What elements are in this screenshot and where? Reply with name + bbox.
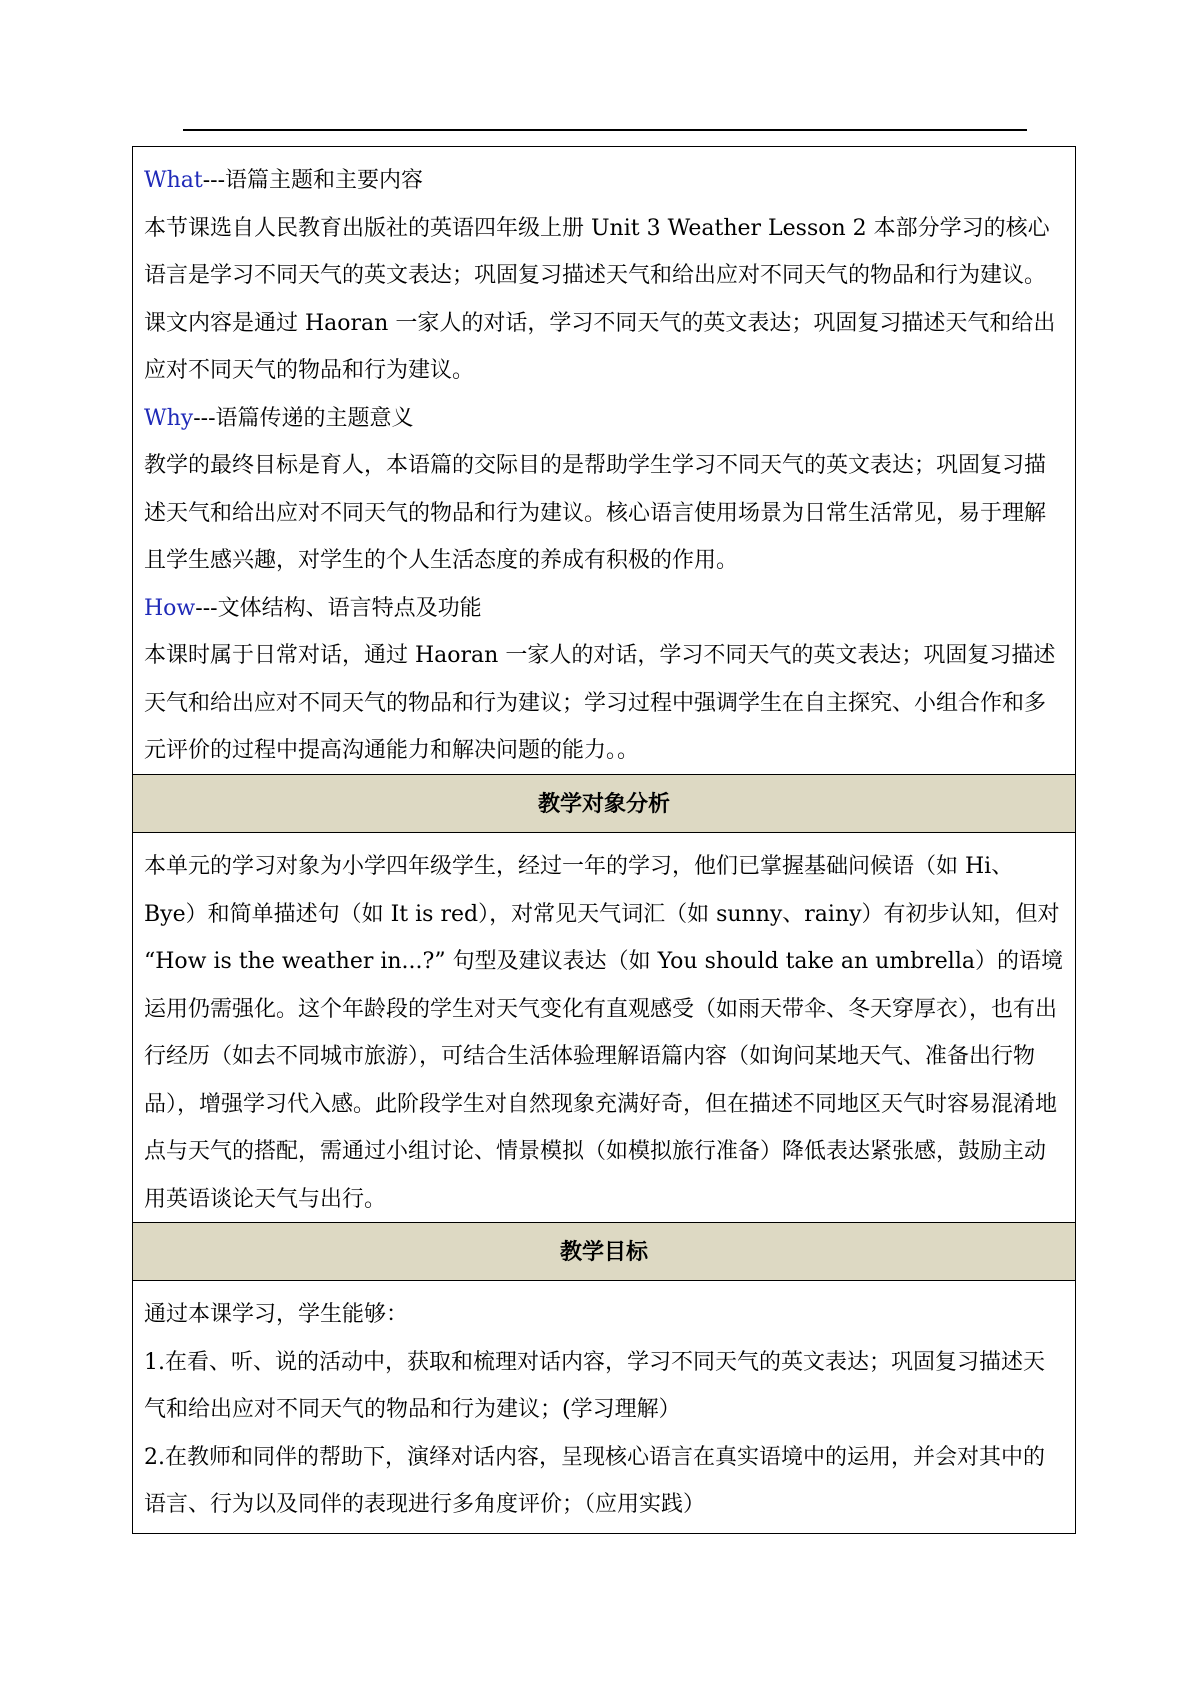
what-title: ---语篇主题和主要内容 bbox=[202, 168, 424, 193]
what-heading bbox=[144, 157, 1065, 205]
goals-intro: 通过本课学习，学生能够： bbox=[144, 1302, 409, 1327]
what-paragraph: 本节课选自人民教育出版社的英语四年级上册 Unit 3 Weather Lesson 2 本部分学习的核心语言是学习不同天气的英文表达；巩固复习描述天气和给出应对不同天气的物品和行为建议。课文内容是通过 Haoran 一家人的对话，学习不同天气的英文表达；巩固复习描述天气和给出应对不同天气的物品和行为建议。 bbox=[144, 215, 1056, 383]
how-title: ---文体结构、语言特点及功能 bbox=[195, 595, 482, 621]
lesson-plan-table bbox=[132, 146, 1076, 1534]
why-paragraph: 教学的最终目标是育人，本语篇的交际目的是帮助学生学习不同天气的英文表达；巩固复习描述天气和给出应对不同天气的物品和行为建议。核心语言使用场景为日常生活常见，易于理解且学生感兴趣，对学生的个人生活态度的养成有积极的作用。 bbox=[144, 453, 1047, 573]
text-analysis-cell bbox=[133, 147, 1075, 775]
what-label: What bbox=[144, 168, 203, 193]
teaching-goals-cell bbox=[133, 1281, 1075, 1533]
student-analysis-paragraph: 本单元的学习对象为小学四年级学生，经过一年的学习，他们已掌握基础问候语（如 Hi、Bye）和简单描述句（如 It is red），对常见天气词汇（如 sunny、rainy）有初步认知，但对 “How is the weather in...?” 句型及建议表达（如 You should take an umbrella）的语境运用仍需强化。这个年龄段的学生对天气变化有直观感受（如雨天带伞、冬天穿厚衣），也有出行经历（如去不同城市旅游），可结合生活体验理解语篇内容（如询问某地天气、准备出行物品），增强学习代入感。此阶段学生对自然现象充满好奇，但在描述不同地区天气时容易混淆地点与天气的搭配，需通过小组讨论、情景模拟（如模拟旅行准备）降低表达紧张感，鼓励主动用英语谈论天气与出行。 bbox=[144, 854, 1063, 1212]
teaching-goals-heading: 教学目标 bbox=[133, 1223, 1075, 1281]
why-title: ---语篇传递的主题意义 bbox=[193, 405, 414, 431]
why-heading bbox=[144, 395, 1065, 443]
student-analysis-cell bbox=[133, 833, 1075, 1223]
how-paragraph: 本课时属于日常对话，通过 Haoran 一家人的对话，学习不同天气的英文表达；巩固复习描述天气和给出应对不同天气的物品和行为建议；学习过程中强调学生在自主探究、小组合作和多元评价的过程中提高沟通能力和解决问题的能力。。 bbox=[144, 643, 1056, 763]
goal-item-2: 2.在教师和同伴的帮助下，演绎对话内容，呈现核心语言在真实语境中的运用，并会对其中的语言、行为以及同伴的表现进行多角度评价；（应用实践） bbox=[144, 1444, 1045, 1517]
student-analysis-heading: 教学对象分析 bbox=[133, 775, 1075, 833]
goal-item-1: 1.在看、听、说的活动中，获取和梳理对话内容，学习不同天气的英文表达；巩固复习描述天气和给出应对不同天气的物品和行为建议；(学习理解） bbox=[144, 1349, 1045, 1422]
why-label: Why bbox=[144, 405, 194, 431]
how-heading bbox=[144, 585, 1065, 633]
how-label: How bbox=[144, 595, 196, 621]
header-rule bbox=[183, 129, 1027, 131]
